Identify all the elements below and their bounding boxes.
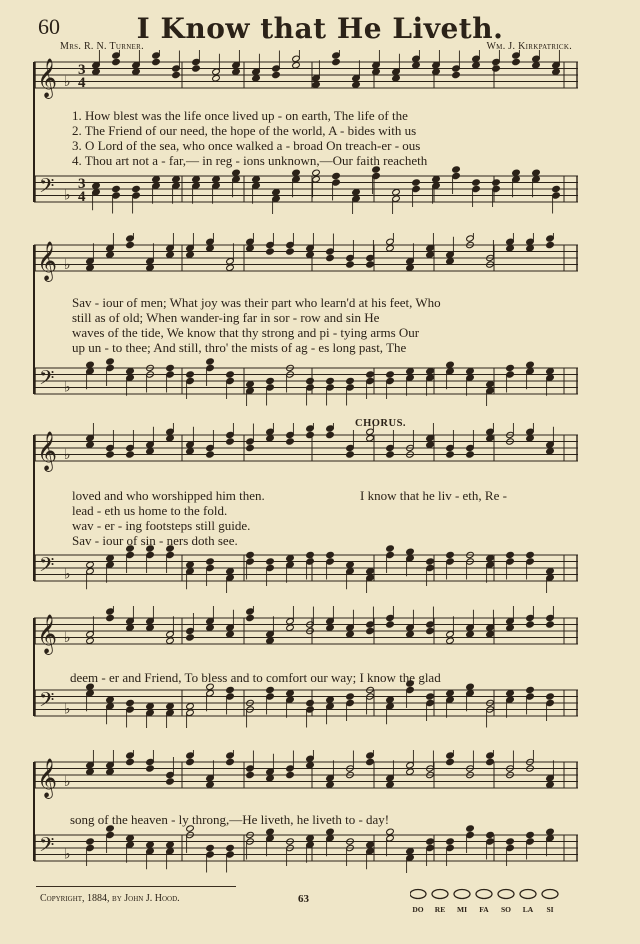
treble-clef-icon: 𝄞 bbox=[37, 58, 58, 98]
note-head bbox=[306, 762, 315, 769]
note-head bbox=[206, 844, 215, 851]
note-head bbox=[392, 75, 401, 82]
note-head bbox=[112, 58, 121, 65]
verse-3-line-3: wav - er - ing footsteps still guide. bbox=[72, 518, 251, 533]
note-head bbox=[406, 548, 415, 555]
bass-clef-icon: 𝄢 bbox=[39, 174, 55, 202]
note-head bbox=[406, 368, 415, 375]
system-bracket bbox=[33, 618, 35, 716]
note-head bbox=[126, 451, 135, 458]
note-head bbox=[146, 765, 155, 772]
treble-staff bbox=[34, 606, 578, 656]
note-head bbox=[412, 179, 421, 186]
note-head bbox=[526, 435, 535, 442]
note-head bbox=[226, 631, 235, 638]
time-signature: 4 bbox=[78, 75, 86, 91]
solfege-note-icon bbox=[498, 890, 514, 899]
note-head bbox=[306, 699, 315, 706]
note-head bbox=[326, 431, 335, 438]
note-head bbox=[506, 624, 515, 631]
note-head bbox=[446, 838, 455, 845]
verse-4-line-3: Sav - iour of sin - ners doth see. bbox=[72, 533, 238, 548]
footer-rule bbox=[36, 886, 236, 887]
time-signature: 4 bbox=[78, 189, 86, 205]
note-head bbox=[106, 451, 115, 458]
note-head bbox=[386, 781, 395, 788]
bass-staff bbox=[34, 823, 578, 873]
note-head bbox=[152, 58, 161, 65]
note-head bbox=[446, 361, 455, 368]
solfege-note-icon bbox=[454, 890, 470, 899]
verse-1-line-1: 1. How blest was the life once lived up - on earth, The life of the bbox=[72, 108, 408, 123]
verse-4-line-1: 4. Thou art not a - far,— in reg - ions unknown,—Our faith reacheth bbox=[72, 153, 428, 168]
note-head bbox=[366, 568, 375, 575]
note-head bbox=[226, 758, 235, 765]
note-head bbox=[332, 58, 341, 65]
note-head bbox=[446, 451, 455, 458]
note-head bbox=[92, 68, 101, 75]
note-head bbox=[526, 551, 535, 558]
note-head bbox=[266, 775, 275, 782]
solfege-legend bbox=[410, 887, 570, 917]
note-head bbox=[212, 176, 221, 183]
treble-staff bbox=[34, 423, 578, 473]
note-head bbox=[192, 176, 201, 183]
treble-staff bbox=[34, 50, 578, 100]
note-head bbox=[512, 58, 521, 65]
note-head bbox=[472, 62, 481, 69]
note-head bbox=[332, 172, 341, 179]
treble-staff bbox=[34, 750, 578, 800]
note-head bbox=[326, 551, 335, 558]
bass-clef-icon: 𝄢 bbox=[39, 366, 55, 394]
note-head bbox=[252, 75, 261, 82]
flat-key-signature-icon: ♭ bbox=[64, 630, 71, 646]
note-head bbox=[126, 624, 135, 631]
note-head bbox=[306, 835, 315, 842]
note-head bbox=[426, 838, 435, 845]
note-head bbox=[86, 561, 95, 568]
verse-2-line-3: lead - eth us home to the fold. bbox=[72, 503, 228, 518]
chorus-label: CHORUS. bbox=[355, 418, 407, 429]
note-head bbox=[386, 451, 395, 458]
note-head bbox=[446, 690, 455, 697]
note-head bbox=[126, 835, 135, 842]
time-signature: 3 bbox=[78, 62, 86, 78]
flat-key-signature-icon: ♭ bbox=[64, 74, 71, 90]
note-head bbox=[552, 185, 561, 192]
note-head bbox=[192, 65, 201, 72]
verse-3-line-1: 3. O Lord of the sea, who once walked a - broad On treach-er - ous bbox=[72, 138, 421, 153]
note-head bbox=[466, 631, 475, 638]
note-head bbox=[112, 185, 121, 192]
note-head bbox=[346, 451, 355, 458]
solfege-note-icon bbox=[410, 890, 426, 899]
note-head bbox=[286, 248, 295, 255]
note-head bbox=[546, 693, 555, 700]
verse-2-line-1: 2. The Friend of our need, the hope of the world, A - bides with us bbox=[72, 123, 417, 138]
note-head bbox=[452, 166, 461, 173]
note-head bbox=[106, 768, 115, 775]
note-head bbox=[106, 614, 115, 621]
note-head bbox=[86, 264, 95, 271]
note-head bbox=[406, 264, 415, 271]
note-head bbox=[226, 371, 235, 378]
note-head bbox=[546, 781, 555, 788]
note-head bbox=[372, 68, 381, 75]
solfege-shapes bbox=[410, 887, 570, 917]
note-head bbox=[386, 621, 395, 628]
note-head bbox=[506, 551, 515, 558]
note-head bbox=[492, 65, 501, 72]
note-head bbox=[106, 358, 115, 365]
note-head bbox=[326, 624, 335, 631]
note-head bbox=[472, 179, 481, 186]
note-head bbox=[406, 768, 415, 775]
note-head bbox=[212, 75, 221, 82]
system-bracket bbox=[33, 762, 35, 861]
note-head bbox=[206, 358, 215, 365]
note-head bbox=[186, 448, 195, 455]
note-head bbox=[546, 828, 555, 835]
note-head bbox=[186, 758, 195, 765]
note-head bbox=[246, 771, 255, 778]
note-head bbox=[266, 248, 275, 255]
note-head bbox=[426, 251, 435, 258]
flat-key-signature-icon: ♭ bbox=[64, 447, 71, 463]
composer-credit: Wm. J. Kirkpatrick. bbox=[486, 41, 572, 52]
treble-clef-icon: 𝄞 bbox=[37, 614, 58, 654]
note-head bbox=[126, 699, 135, 706]
note-head bbox=[466, 368, 475, 375]
lyricist-credit: Mrs. R. N. Turner. bbox=[60, 41, 144, 52]
bass-staff bbox=[34, 164, 578, 214]
note-head bbox=[366, 261, 375, 268]
note-head bbox=[306, 431, 315, 438]
note-head bbox=[152, 176, 161, 183]
note-head bbox=[146, 841, 155, 848]
note-head bbox=[326, 696, 335, 703]
note-head bbox=[406, 631, 415, 638]
note-head bbox=[466, 451, 475, 458]
note-head bbox=[286, 438, 295, 445]
note-head bbox=[226, 438, 235, 445]
note-head bbox=[432, 176, 441, 183]
note-head bbox=[526, 245, 535, 252]
solfege-note-icon bbox=[520, 890, 536, 899]
note-head bbox=[86, 838, 95, 845]
note-head bbox=[486, 831, 495, 838]
note-head bbox=[226, 264, 235, 271]
note-head bbox=[166, 637, 175, 644]
note-head bbox=[486, 631, 495, 638]
note-head bbox=[246, 444, 255, 451]
note-head bbox=[226, 844, 235, 851]
solfege-syllable: SO bbox=[500, 905, 512, 914]
note-head bbox=[246, 614, 255, 621]
note-head bbox=[166, 435, 175, 442]
note-head bbox=[146, 448, 155, 455]
flat-key-signature-icon: ♭ bbox=[64, 257, 71, 273]
chorus-lyric-2: deem - er and Friend, To bless and to comfort our way; I know the glad bbox=[70, 670, 441, 685]
system-bracket bbox=[33, 435, 35, 581]
note-head bbox=[446, 637, 455, 644]
note-head bbox=[486, 435, 495, 442]
note-head bbox=[326, 377, 335, 384]
solfege-syllable: DO bbox=[412, 905, 424, 914]
note-head bbox=[346, 561, 355, 568]
note-head bbox=[92, 182, 101, 189]
treble-clef-icon: 𝄞 bbox=[37, 241, 58, 281]
note-head bbox=[266, 686, 275, 693]
verse-1-line-3: loved and who worshipped him then. bbox=[72, 488, 265, 503]
note-head bbox=[186, 561, 195, 568]
note-head bbox=[206, 558, 215, 565]
note-head bbox=[286, 555, 295, 562]
note-head bbox=[486, 381, 495, 388]
note-head bbox=[86, 361, 95, 368]
note-head bbox=[406, 848, 415, 855]
bass-staff bbox=[34, 356, 578, 406]
note-head bbox=[326, 254, 335, 261]
note-head bbox=[272, 71, 281, 78]
note-head bbox=[272, 189, 281, 196]
note-head bbox=[146, 624, 155, 631]
note-head bbox=[186, 703, 195, 710]
note-head bbox=[346, 631, 355, 638]
note-head bbox=[492, 179, 501, 186]
note-head bbox=[186, 371, 195, 378]
note-head bbox=[526, 361, 535, 368]
note-head bbox=[526, 831, 535, 838]
note-head bbox=[306, 251, 315, 258]
solfege-syllable: FA bbox=[479, 905, 489, 914]
note-head bbox=[486, 555, 495, 562]
note-head bbox=[426, 558, 435, 565]
note-head bbox=[132, 185, 141, 192]
note-head bbox=[532, 62, 541, 69]
note-head bbox=[352, 189, 361, 196]
note-head bbox=[366, 627, 375, 634]
note-head bbox=[546, 368, 555, 375]
note-head bbox=[246, 245, 255, 252]
note-head bbox=[352, 81, 361, 88]
note-head bbox=[146, 264, 155, 271]
bass-staff bbox=[34, 543, 578, 593]
note-head bbox=[512, 169, 521, 176]
solfege-syllable: LA bbox=[522, 905, 534, 914]
note-head bbox=[326, 828, 335, 835]
note-head bbox=[226, 568, 235, 575]
note-head bbox=[206, 624, 215, 631]
solfege-syllable: MI bbox=[457, 905, 467, 914]
time-signature: 3 bbox=[78, 176, 86, 192]
note-head bbox=[286, 690, 295, 697]
note-head bbox=[466, 825, 475, 832]
note-head bbox=[386, 371, 395, 378]
note-head bbox=[306, 551, 315, 558]
note-head bbox=[386, 545, 395, 552]
note-head bbox=[546, 241, 555, 248]
note-head bbox=[206, 781, 215, 788]
note-head bbox=[246, 551, 255, 558]
note-head bbox=[266, 558, 275, 565]
note-head bbox=[366, 758, 375, 765]
note-head bbox=[126, 368, 135, 375]
note-head bbox=[452, 71, 461, 78]
note-head bbox=[486, 758, 495, 765]
note-head bbox=[446, 551, 455, 558]
note-head bbox=[292, 62, 301, 69]
treble-staff bbox=[34, 233, 578, 283]
page-number: 60 bbox=[38, 14, 60, 39]
page-bottom-number: 63 bbox=[298, 893, 309, 905]
note-head bbox=[166, 841, 175, 848]
note-head bbox=[326, 781, 335, 788]
note-head bbox=[506, 690, 515, 697]
note-head bbox=[106, 251, 115, 258]
verse-4-line-2: up un - to thee; And still, thro' the mists of ag - es long past, The bbox=[72, 340, 407, 355]
note-head bbox=[392, 189, 401, 196]
copyright-notice: Copyright, 1884, by John J. Hood. bbox=[40, 893, 180, 904]
flat-key-signature-icon: ♭ bbox=[64, 187, 71, 204]
note-head bbox=[86, 768, 95, 775]
note-head bbox=[386, 696, 395, 703]
bass-clef-icon: 𝄢 bbox=[39, 688, 55, 716]
note-head bbox=[552, 68, 561, 75]
note-head bbox=[206, 451, 215, 458]
note-head bbox=[366, 371, 375, 378]
note-head bbox=[266, 828, 275, 835]
note-head bbox=[346, 693, 355, 700]
note-head bbox=[86, 637, 95, 644]
note-head bbox=[346, 377, 355, 384]
solfege-note-icon bbox=[542, 890, 558, 899]
note-head bbox=[432, 68, 441, 75]
solfege-note-icon bbox=[476, 890, 492, 899]
system-bracket bbox=[33, 62, 35, 202]
note-head bbox=[426, 627, 435, 634]
note-head bbox=[106, 555, 115, 562]
note-head bbox=[366, 435, 375, 442]
hymn-title: I Know that He Liveth. bbox=[136, 12, 504, 45]
note-head bbox=[252, 176, 261, 183]
note-head bbox=[312, 81, 321, 88]
note-head bbox=[186, 251, 195, 258]
note-head bbox=[426, 441, 435, 448]
solfege-note-icon bbox=[432, 890, 448, 899]
solfege-syllable: SI bbox=[546, 905, 554, 914]
note-head bbox=[232, 68, 241, 75]
flat-key-signature-icon: ♭ bbox=[64, 846, 71, 863]
note-head bbox=[506, 364, 515, 371]
note-head bbox=[426, 368, 435, 375]
note-head bbox=[446, 758, 455, 765]
treble-clef-icon: 𝄞 bbox=[37, 758, 58, 798]
note-head bbox=[366, 841, 375, 848]
note-head bbox=[386, 828, 395, 835]
note-head bbox=[232, 169, 241, 176]
note-head bbox=[526, 621, 535, 628]
chorus-lyric-1: I know that he liv - eth, Re - bbox=[360, 488, 507, 503]
note-head bbox=[412, 62, 421, 69]
note-head bbox=[506, 838, 515, 845]
system-bracket bbox=[33, 245, 35, 394]
note-head bbox=[126, 241, 135, 248]
note-head bbox=[346, 261, 355, 268]
note-head bbox=[166, 778, 175, 785]
note-head bbox=[86, 441, 95, 448]
chorus-lyric-3: song of the heaven - ly throng,—He liveth, he liveth to - day! bbox=[70, 812, 390, 827]
note-head bbox=[226, 686, 235, 693]
note-head bbox=[266, 637, 275, 644]
note-head bbox=[166, 703, 175, 710]
bass-clef-icon: 𝄢 bbox=[39, 553, 55, 581]
note-head bbox=[246, 381, 255, 388]
note-head bbox=[186, 634, 195, 641]
treble-clef-icon: 𝄞 bbox=[37, 431, 58, 471]
flat-key-signature-icon: ♭ bbox=[64, 379, 71, 396]
note-head bbox=[266, 377, 275, 384]
flat-key-signature-icon: ♭ bbox=[64, 566, 71, 583]
note-head bbox=[426, 693, 435, 700]
verse-3-line-2: waves of the tide, We know that thy strong and pi - tying arms Our bbox=[72, 325, 420, 340]
note-head bbox=[466, 683, 475, 690]
note-head bbox=[266, 435, 275, 442]
note-head bbox=[292, 169, 301, 176]
note-head bbox=[172, 71, 181, 78]
flat-key-signature-icon: ♭ bbox=[64, 701, 71, 718]
note-head bbox=[446, 258, 455, 265]
flat-key-signature-icon: ♭ bbox=[64, 774, 71, 790]
note-head bbox=[286, 624, 295, 631]
note-head bbox=[546, 621, 555, 628]
verse-1-line-2: Sav - iour of men; What joy was their part who learn'd at his feet, Who bbox=[72, 295, 441, 310]
note-head bbox=[546, 448, 555, 455]
note-head bbox=[146, 703, 155, 710]
note-head bbox=[506, 245, 515, 252]
verse-2-line-2: still as of old; When wander-ing far in sor - row and sin He bbox=[72, 310, 380, 325]
note-head bbox=[546, 568, 555, 575]
note-head bbox=[286, 771, 295, 778]
bass-clef-icon: 𝄢 bbox=[39, 833, 55, 861]
note-head bbox=[312, 169, 321, 176]
note-head bbox=[386, 245, 395, 252]
note-head bbox=[166, 364, 175, 371]
solfege-syllable: RE bbox=[434, 905, 446, 914]
note-head bbox=[106, 696, 115, 703]
note-head bbox=[532, 169, 541, 176]
note-head bbox=[126, 758, 135, 765]
note-head bbox=[526, 686, 535, 693]
note-head bbox=[306, 377, 315, 384]
note-head bbox=[206, 245, 215, 252]
note-head bbox=[132, 68, 141, 75]
note-head bbox=[172, 176, 181, 183]
note-head bbox=[166, 251, 175, 258]
